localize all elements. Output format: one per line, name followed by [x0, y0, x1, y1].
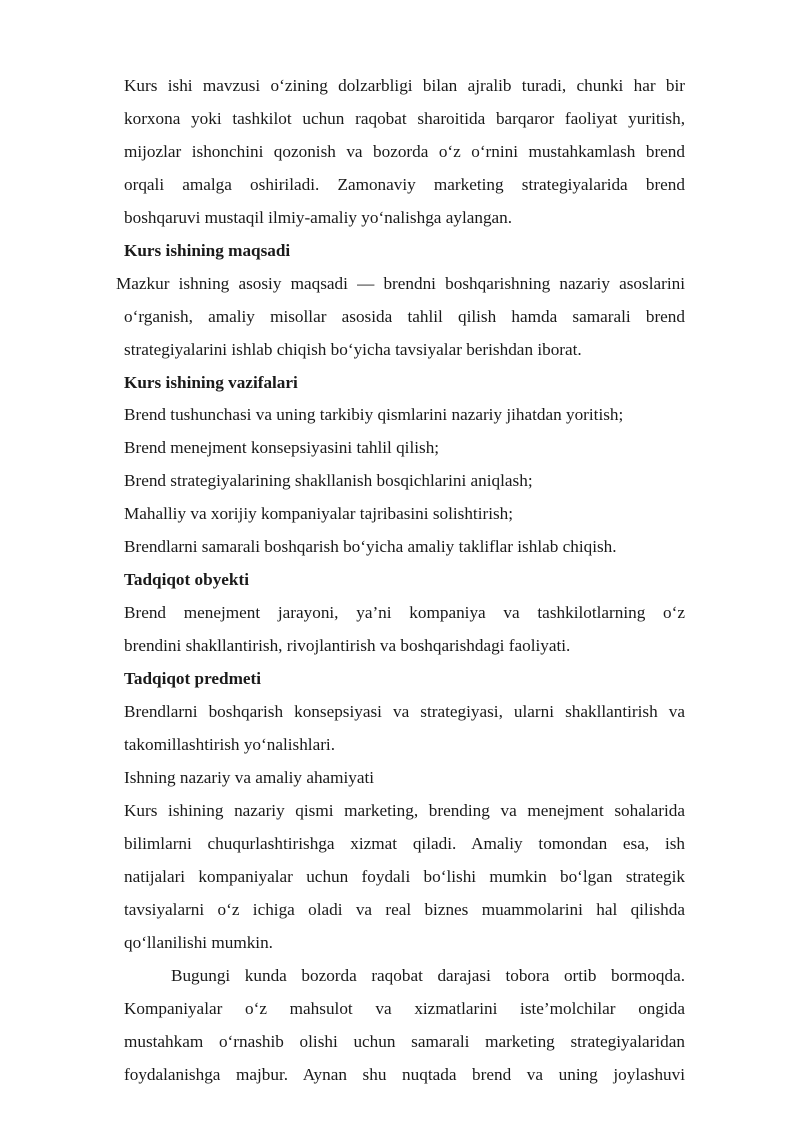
- subject-line: Brendlarni boshqarish konsepsiyasi va strategiyasi, ularni shakllantirish va: [124, 702, 685, 721]
- goal-line: o‘rganish, amaliy misollar asosida tahlil qilish hamda samarali brend: [124, 307, 685, 326]
- task-item: Brendlarni samarali boshqarish bo‘yicha amaliy takliflar ishlab chiqish.: [124, 537, 617, 556]
- importance-line: natijalari kompaniyalar uchun foydali bo‘lishi mumkin bo‘lgan strategik: [124, 867, 685, 886]
- object-line: Brend menejment jarayoni, ya’ni kompaniya va tashkilotlarning o‘z: [124, 603, 685, 622]
- tasks-heading: Kurs ishining vazifalari: [124, 373, 298, 392]
- importance-line: Kurs ishining nazariy qismi marketing, brending va menejment sohalarida: [124, 801, 685, 820]
- importance-line: tavsiyalarni o‘z ichiga oladi va real biznes muammolarini hal qilishda: [124, 900, 685, 919]
- closing-line: Bugungi kunda bozorda raqobat darajasi tobora ortib bormoqda.: [171, 966, 685, 985]
- subject-line: takomillashtirish yo‘nalishlari.: [124, 735, 335, 754]
- intro-line: mijozlar ishonchini qozonish va bozorda o‘z o‘rnini mustahkamlash brend: [124, 142, 685, 161]
- task-item: Brend strategiyalarining shakllanish bosqichlarini aniqlash;: [124, 471, 533, 490]
- intro-line: Kurs ishi mavzusi o‘zining dolzarbligi bilan ajralib turadi, chunki har bir: [124, 76, 685, 95]
- closing-line: mustahkam o‘rnashib olishi uchun samarali marketing strategiyalaridan: [124, 1032, 685, 1051]
- importance-line: qo‘llanilishi mumkin.: [124, 933, 273, 952]
- object-line: brendini shakllantirish, rivojlantirish va boshqarishdagi faoliyati.: [124, 636, 571, 655]
- object-heading: Tadqiqot obyekti: [124, 570, 249, 589]
- goal-line: strategiyalarini ishlab chiqish bo‘yicha tavsiyalar berishdan iborat.: [124, 340, 582, 359]
- intro-line: boshqaruvi mustaqil ilmiy-amaliy yo‘nalishga aylangan.: [124, 208, 513, 227]
- intro-line: korxona yoki tashkilot uchun raqobat sharoitida barqaror faoliyat yuritish,: [124, 109, 685, 128]
- task-item: Mahalliy va xorijiy kompaniyalar tajribasini solishtirish;: [124, 504, 514, 523]
- task-item: Brend tushunchasi va uning tarkibiy qismlarini nazariy jihatdan yoritish;: [124, 405, 624, 424]
- importance-line: bilimlarni chuqurlashtirishga xizmat qiladi. Amaliy tomondan esa, ish: [124, 834, 685, 853]
- goal-line: Mazkur ishning asosiy maqsadi — brendni boshqarishning nazariy asoslarini: [116, 274, 685, 293]
- task-item: Brend menejment konsepsiyasini tahlil qilish;: [124, 438, 440, 457]
- closing-line: foydalanishga majbur. Aynan shu nuqtada brend va uning joylashuvi: [124, 1065, 685, 1084]
- subject-heading: Tadqiqot predmeti: [124, 669, 262, 688]
- goal-heading: Kurs ishining maqsadi: [124, 241, 291, 260]
- importance-heading: Ishning nazariy va amaliy ahamiyati: [124, 768, 375, 787]
- intro-line: orqali amalga oshiriladi. Zamonaviy marketing strategiyalarida brend: [124, 175, 685, 194]
- closing-line: Kompaniyalar o‘z mahsulot va xizmatlarini iste’molchilar ongida: [124, 999, 685, 1018]
